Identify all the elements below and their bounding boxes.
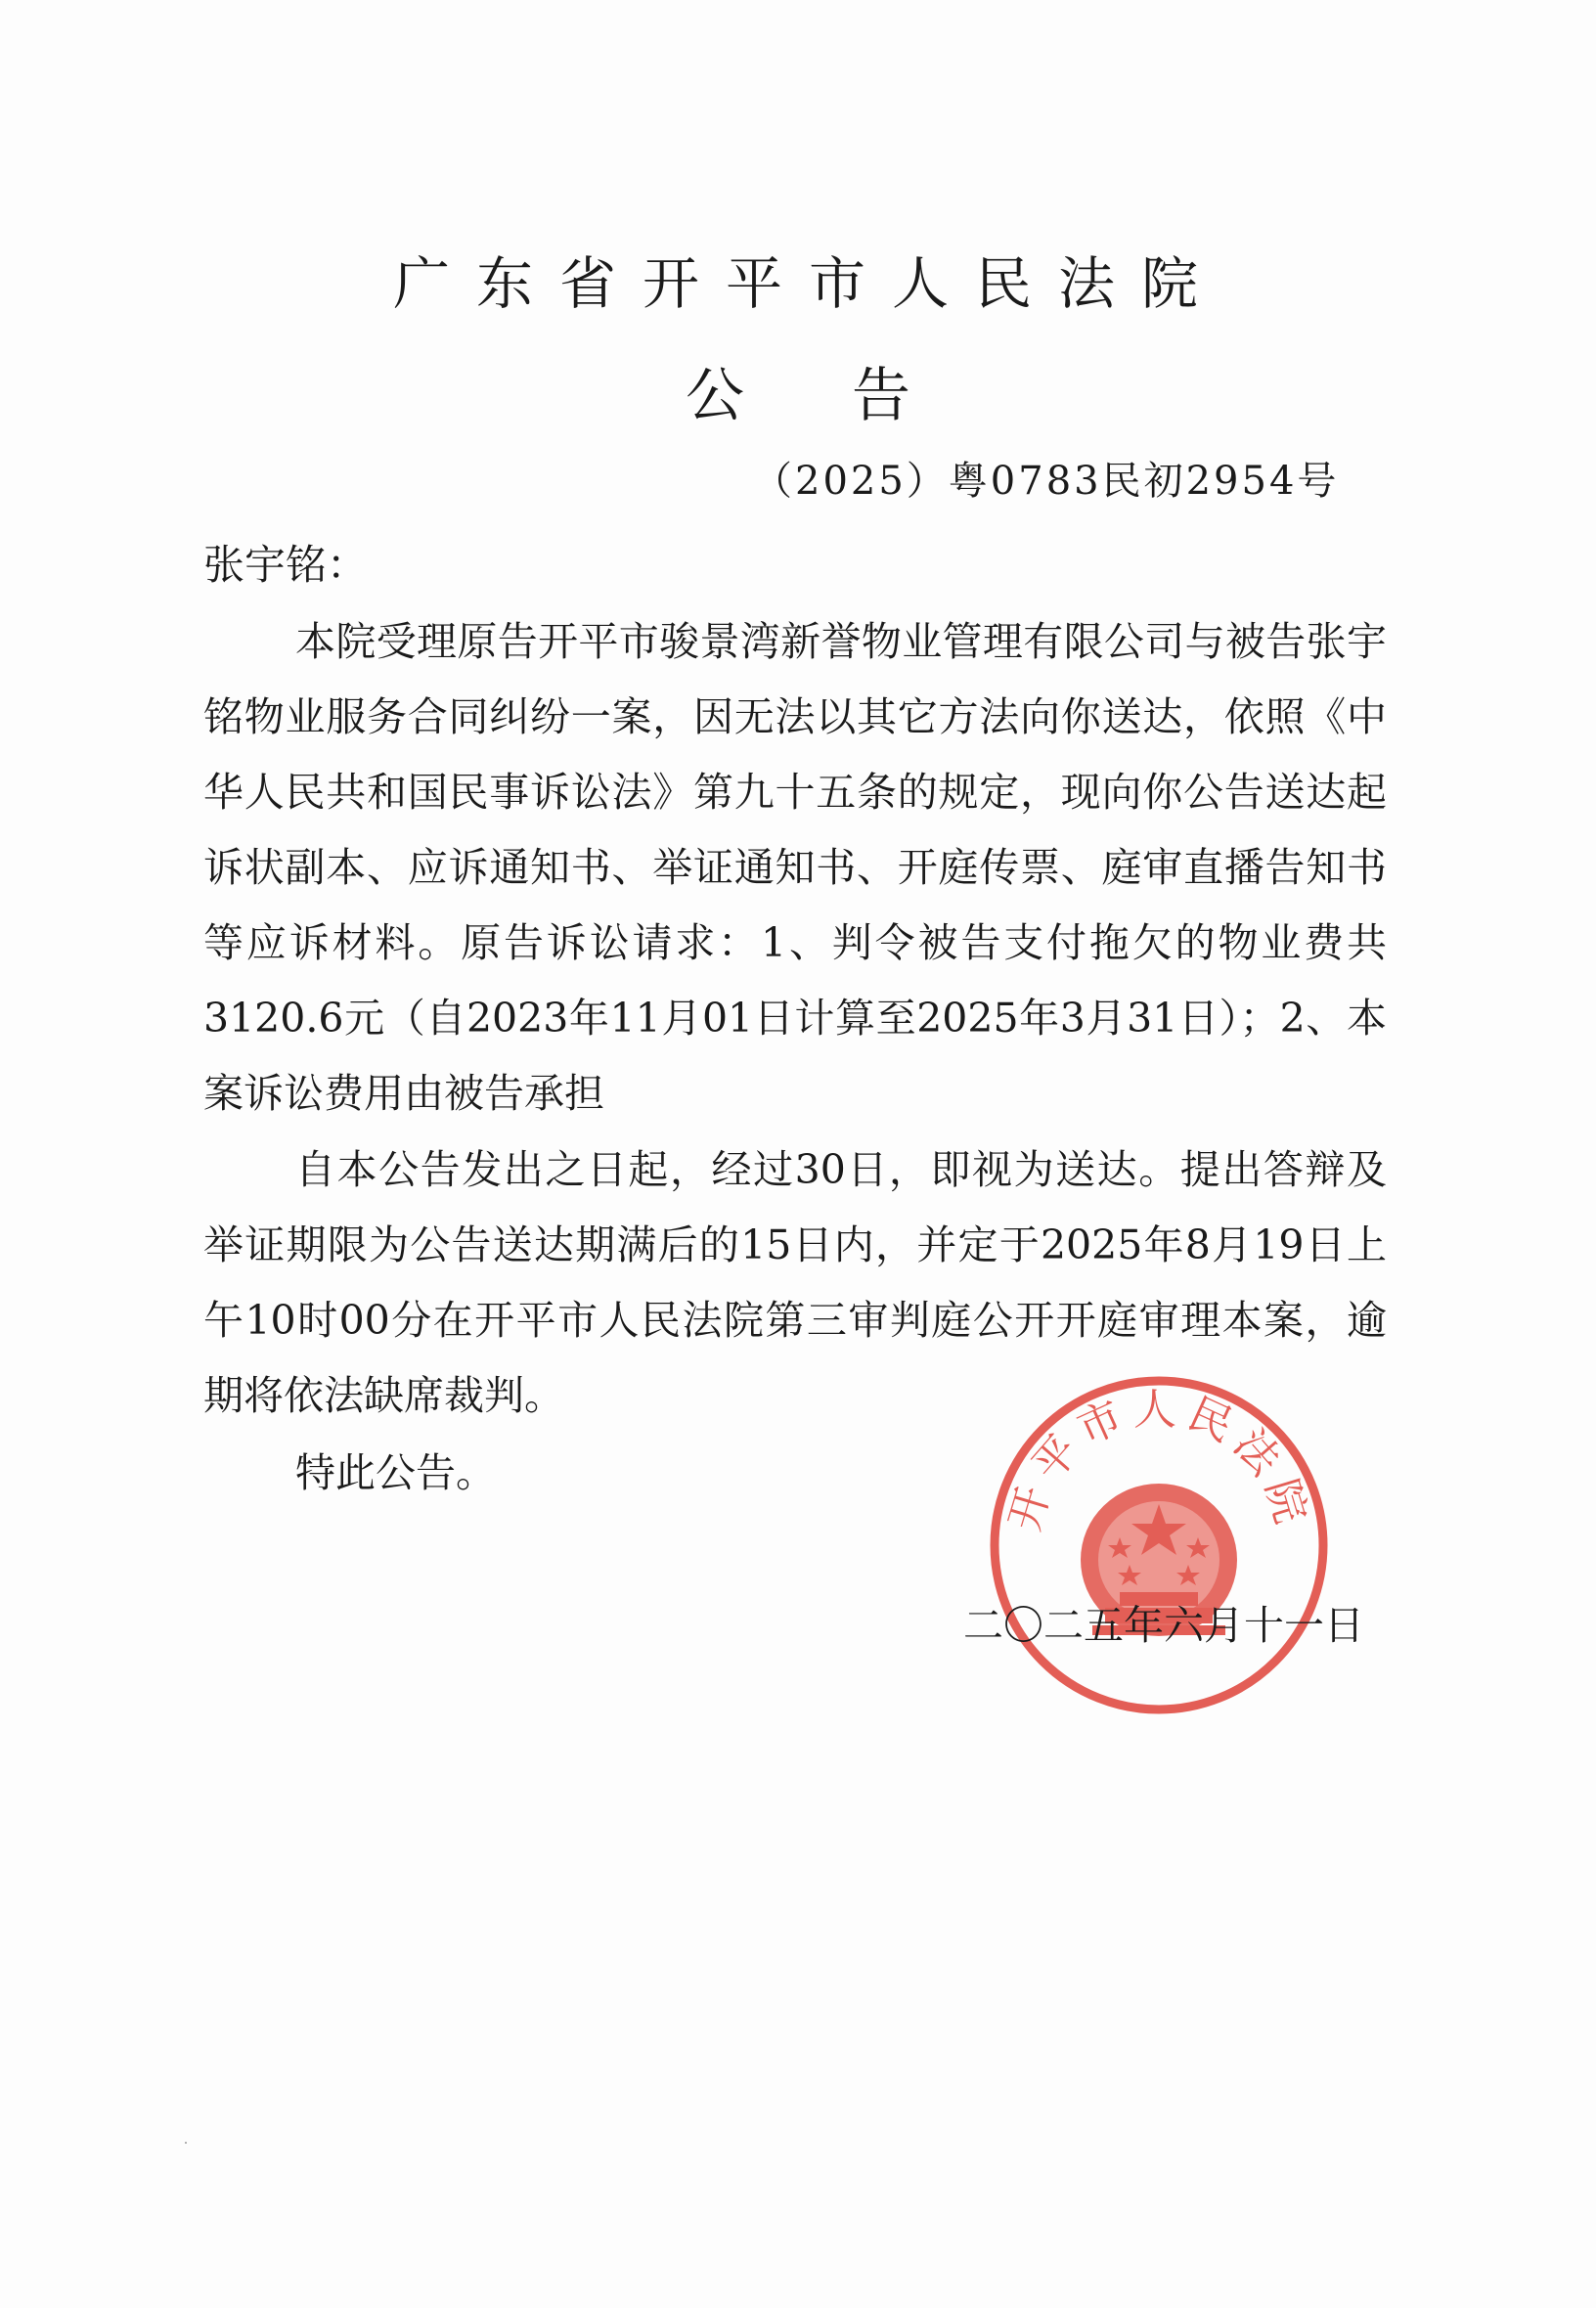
paragraph-hearing: 自本公告发出之日起，经过30日，即视为送达。提出答辩及举证期限为公告送达期满后的15日内，并定于2025年8月19日上午10时00分在开平市人民法院第三审判庭公开开庭审理本案，逾期将依法缺席裁判。 — [203, 1146, 1387, 1419]
seal-text: 开平市人民法院 — [999, 1385, 1318, 1537]
court-seal-icon — [983, 1369, 1335, 1721]
paragraph-claims: 本院受理原告开平市骏景湾新誉物业管理有限公司与被告张宇铭物业服务合同纠纷一案，因无法以其它方法向你送达，依照《中华人民共和国民事诉讼法》第九十五条的规定，现向你公告送达起诉状副本、应诉通知书、举证通知书、开庭传票、庭审直播告知书等应诉材料。原告诉讼请求：1、判令被告支付拖欠的物业费共3120.6元（自2023年11月01日计算至2025年3月31日）；2、本案诉讼费用由被告承担 — [203, 618, 1387, 1117]
scan-artifact — [185, 2142, 187, 2144]
document-title: 公告 — [686, 362, 1018, 430]
paragraph-closing: 特此公告。 — [295, 1449, 496, 1496]
document-date: 二〇二五年六月十一日 — [963, 1602, 1364, 1649]
court-name: 广东省开平市人民法院 — [392, 250, 1224, 317]
case-number: （2025）粤0783民初2954号 — [753, 459, 1340, 504]
addressee: 张宇铭： — [203, 541, 369, 589]
